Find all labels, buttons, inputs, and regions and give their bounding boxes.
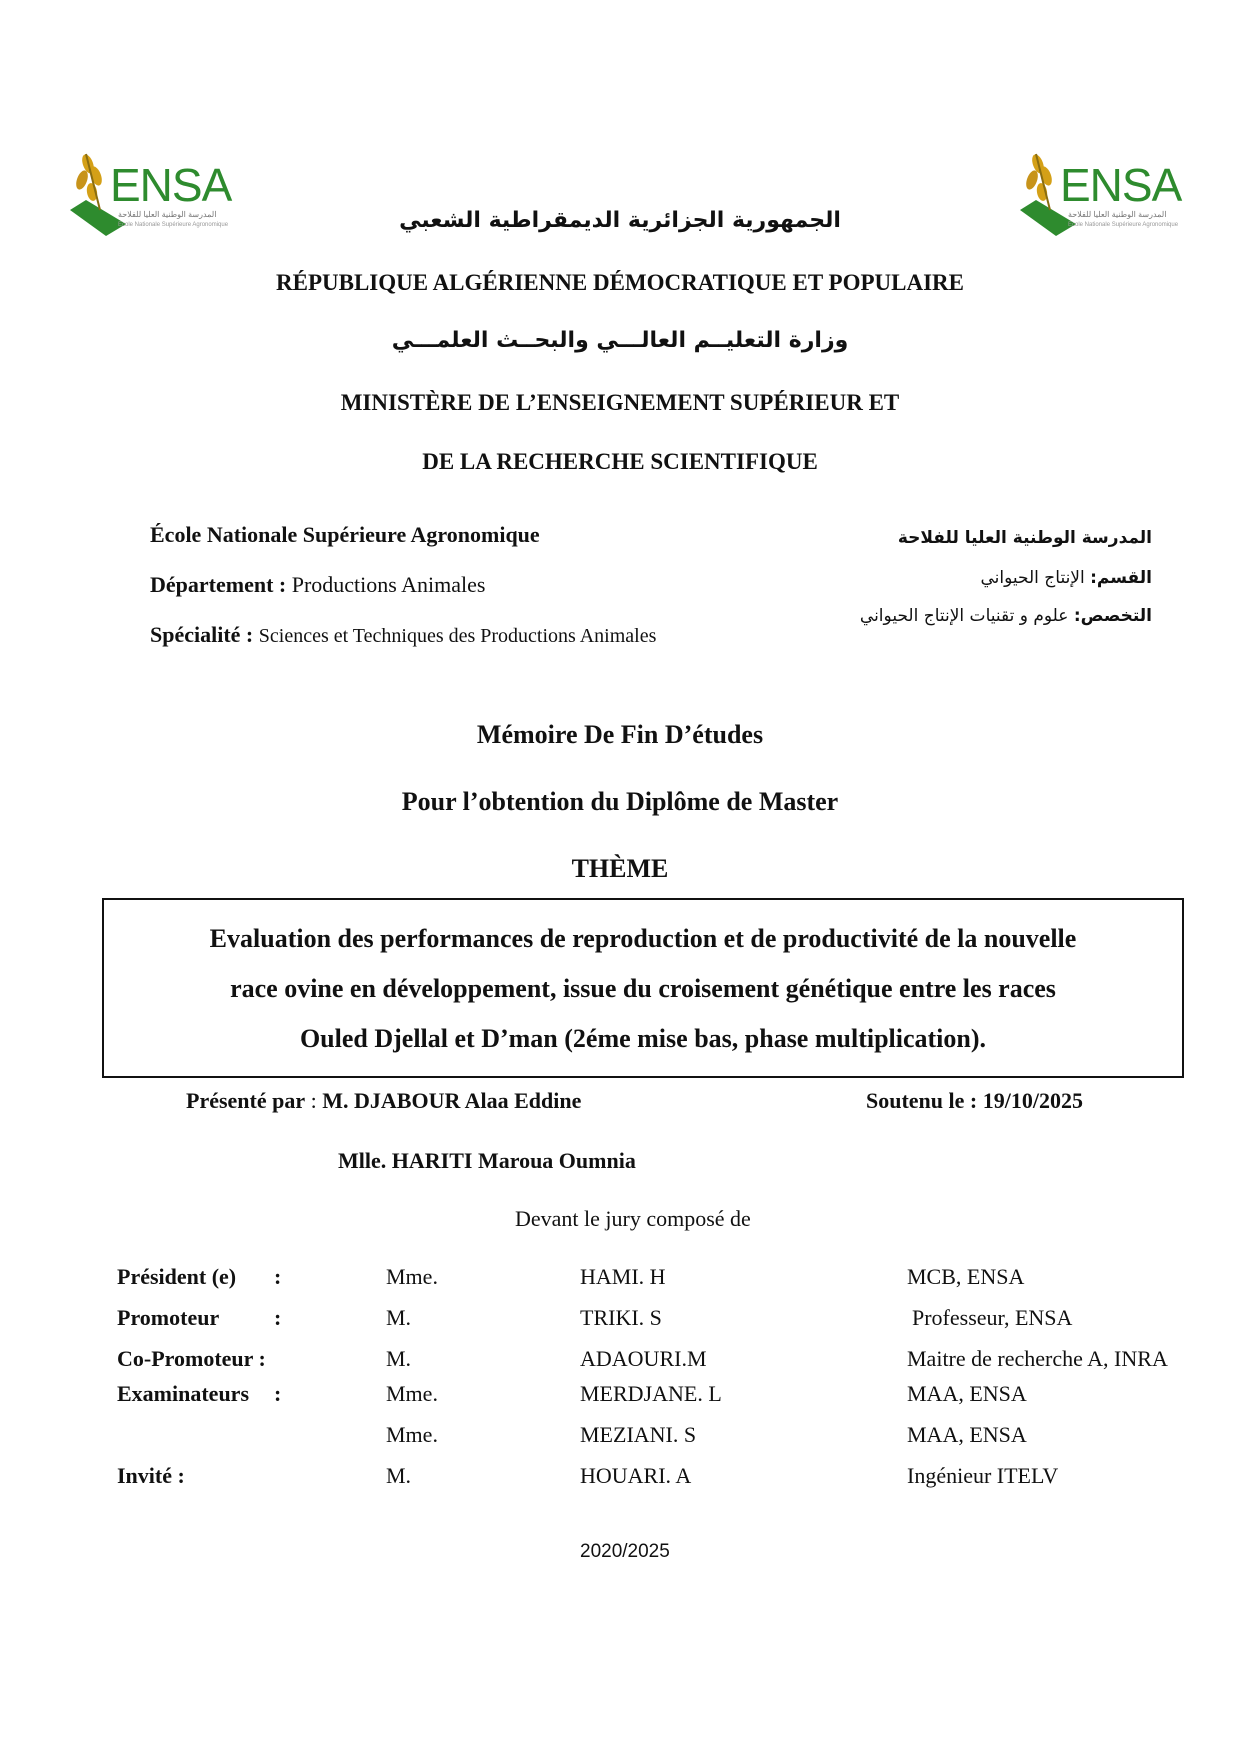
specialty-label: Spécialité : xyxy=(150,622,254,647)
theme-line-1: Evaluation des performances de reproduction et de productivité de la nouvelle xyxy=(209,924,1077,953)
jury-role: Promoteur xyxy=(117,1305,220,1330)
jury-position: Maitre de recherche A, INRA xyxy=(907,1346,1168,1371)
logo-text: ENSA xyxy=(110,159,232,211)
student-1: M. DJABOUR Alaa Eddine xyxy=(322,1088,582,1113)
department-ar xyxy=(980,568,1152,588)
jury-title: Mme. xyxy=(386,1422,438,1447)
jury-title: M. xyxy=(386,1305,412,1330)
theme-line-3: Ouled Djellal et D’man (2éme mise bas, phase multiplication). xyxy=(299,1024,987,1053)
logo-text: ENSA xyxy=(1060,159,1182,211)
school-ar: المدرسة الوطنية العليا للفلاحة xyxy=(897,528,1152,548)
specialty-ar-label: التخصص: xyxy=(1073,606,1152,626)
presented-by xyxy=(186,1088,581,1114)
jury-role: Invité : xyxy=(117,1463,185,1488)
jury-title: M. xyxy=(386,1346,412,1371)
presented-label: Présenté par xyxy=(186,1088,306,1113)
jury-title: M. xyxy=(386,1463,412,1488)
jury-position: MAA, ENSA xyxy=(907,1381,1027,1406)
department-ar-label: القسم: xyxy=(1090,568,1152,588)
specialty-fr xyxy=(150,622,656,648)
student-2: Mlle. HARITI Maroua Oumnia xyxy=(338,1148,636,1173)
specialty-ar-value: علوم و تقنيات الإنتاج الحيواني xyxy=(859,606,1069,626)
memoire-title: Mémoire De Fin D’études xyxy=(476,720,764,749)
jury-colon: : xyxy=(274,1305,282,1330)
department-value: Productions Animales xyxy=(291,572,486,597)
theme-label: THÈME xyxy=(571,854,669,883)
republic-fr: RÉPUBLIQUE ALGÉRIENNE DÉMOCRATIQUE ET POPULAIRE xyxy=(276,270,964,295)
theme-box xyxy=(102,898,1184,1078)
jury-title: Mme. xyxy=(386,1264,438,1289)
theme-line-2: race ovine en développement, issue du croisement génétique entre les races xyxy=(230,974,1056,1003)
memoire-subtitle: Pour l’obtention du Diplôme de Master xyxy=(401,787,839,816)
jury-name: TRIKI. S xyxy=(580,1305,662,1330)
republic-ar: الجمهورية الجزائرية الديمقراطية الشعبي xyxy=(399,208,841,233)
jury-name: MEZIANI. S xyxy=(580,1422,697,1447)
logo-subtitle-fr: Ecole Nationale Supérieure Agronomique xyxy=(1068,222,1179,228)
jury-name: MERDJANE. L xyxy=(580,1381,722,1406)
specialty-value: Sciences et Techniques des Productions Animales xyxy=(258,625,657,647)
department-ar-value: الإنتاج الحيواني xyxy=(980,568,1085,588)
specialty-ar xyxy=(860,606,1152,626)
logo-subtitle-fr: Ecole Nationale Supérieure Agronomique xyxy=(118,222,229,228)
school-fr: École Nationale Supérieure Agronomique xyxy=(150,522,540,547)
logo-subtitle-ar: المدرسة الوطنية العليا للفلاحة xyxy=(118,210,217,219)
jury-colon: : xyxy=(274,1381,282,1406)
jury-position: Professeur, ENSA xyxy=(912,1305,1073,1330)
ministry-ar: وزارة التعليــم العالـــي والبحــث العلمـــي xyxy=(391,328,849,353)
jury-colon: : xyxy=(274,1264,282,1289)
jury-name: HAMI. H xyxy=(580,1264,666,1289)
jury-role: Co-Promoteur : xyxy=(117,1346,266,1371)
jury-role: Examinateurs xyxy=(117,1381,249,1406)
presented-sep: : xyxy=(305,1088,323,1113)
ministry-fr-line1: MINISTÈRE DE L’ENSEIGNEMENT SUPÉRIEUR ET xyxy=(340,390,900,415)
academic-years: 2020/2025 xyxy=(580,1541,670,1562)
jury-name: ADAOURI.M xyxy=(580,1346,707,1371)
jury-title: Mme. xyxy=(386,1381,438,1406)
logo-subtitle-ar: المدرسة الوطنية العليا للفلاحة xyxy=(1068,210,1167,219)
ministry-fr-line2: DE LA RECHERCHE SCIENTIFIQUE xyxy=(422,449,818,474)
jury-position: MCB, ENSA xyxy=(907,1264,1025,1289)
jury-role: Président (e) xyxy=(117,1264,237,1289)
jury-position: Ingénieur ITELV xyxy=(907,1463,1059,1488)
jury-intro: Devant le jury composé de xyxy=(515,1206,751,1231)
jury-name: HOUARI. A xyxy=(580,1463,692,1488)
jury-position: MAA, ENSA xyxy=(907,1422,1027,1447)
department-fr xyxy=(150,572,485,598)
defense-date: Soutenu le : 19/10/2025 xyxy=(866,1088,1083,1113)
department-label: Département : xyxy=(150,572,287,597)
